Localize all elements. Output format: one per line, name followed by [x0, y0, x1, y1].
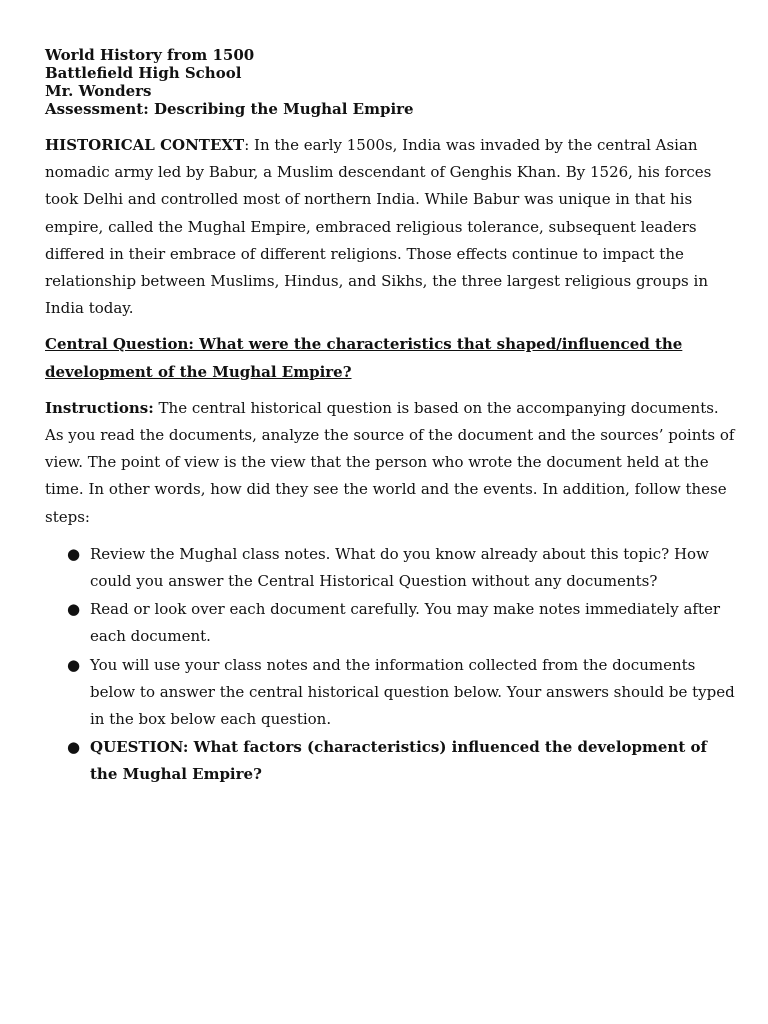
step-text: Read or look over each document carefully. You may make notes immediately after each document. [90, 600, 721, 646]
school-name: Battlefield High School [45, 64, 242, 82]
list-item [45, 652, 735, 734]
question-text: QUESTION: What factors (characteristics) influenced the development of the Mughal Empire? [90, 738, 707, 784]
historical-context-text: : In the early 1500s, India was invaded by the central Asian nomadic army led by Babur, a Muslim descendant of Genghis Khan. By 1526, his forces took Delhi and controlled most of northern India. While Babur was unique in that his empire, called the Mughal Empire, embraced religious tolerance, subsequent leaders differed in their embrace of different religions. Those effects continue to impact the relationship between Muslims, Hindus, and Sikhs, the three largest religious groups in India today. [45, 136, 712, 318]
document-page [45, 46, 735, 790]
instructions-text: The central historical question is based on the accompanying documents. As you read the documents, analyze the source of the document and the sources’ points of view. The point of view is the view that the person who wrote the document held at the time. In other words, how did they see the world and the events. In addition, follow these steps: [45, 398, 735, 526]
bullet-icon: ● [67, 655, 81, 674]
historical-context-label: HISTORICAL CONTEXT [45, 136, 245, 154]
list-item [45, 596, 735, 650]
steps-list [45, 541, 735, 789]
central-question: Central Question: What were the characteristics that shaped/influenced the development of the Mughal Empire? [45, 335, 683, 381]
bullet-icon: ● [67, 600, 81, 619]
instructions-paragraph [45, 395, 735, 531]
document-header [45, 46, 735, 118]
list-item [45, 734, 735, 788]
course-title: World History from 1500 [45, 46, 255, 64]
assessment-title: Assessment: Describing the Mughal Empire [45, 100, 414, 118]
step-text: You will use your class notes and the information collected from the documents below to answer the central historical question below. Your answers should be typed in the box below each question. [90, 655, 735, 729]
bullet-icon: ● [67, 738, 81, 757]
bullet-icon: ● [67, 544, 81, 563]
instructions-label: Instructions: [45, 398, 154, 417]
step-text: Review the Mughal class notes. What do you know already about this topic? How could you answer the Central Historical Question without any documents? [90, 544, 709, 591]
list-item [45, 541, 735, 595]
teacher-name: Mr. Wonders [45, 82, 152, 100]
historical-context-paragraph [45, 132, 735, 322]
